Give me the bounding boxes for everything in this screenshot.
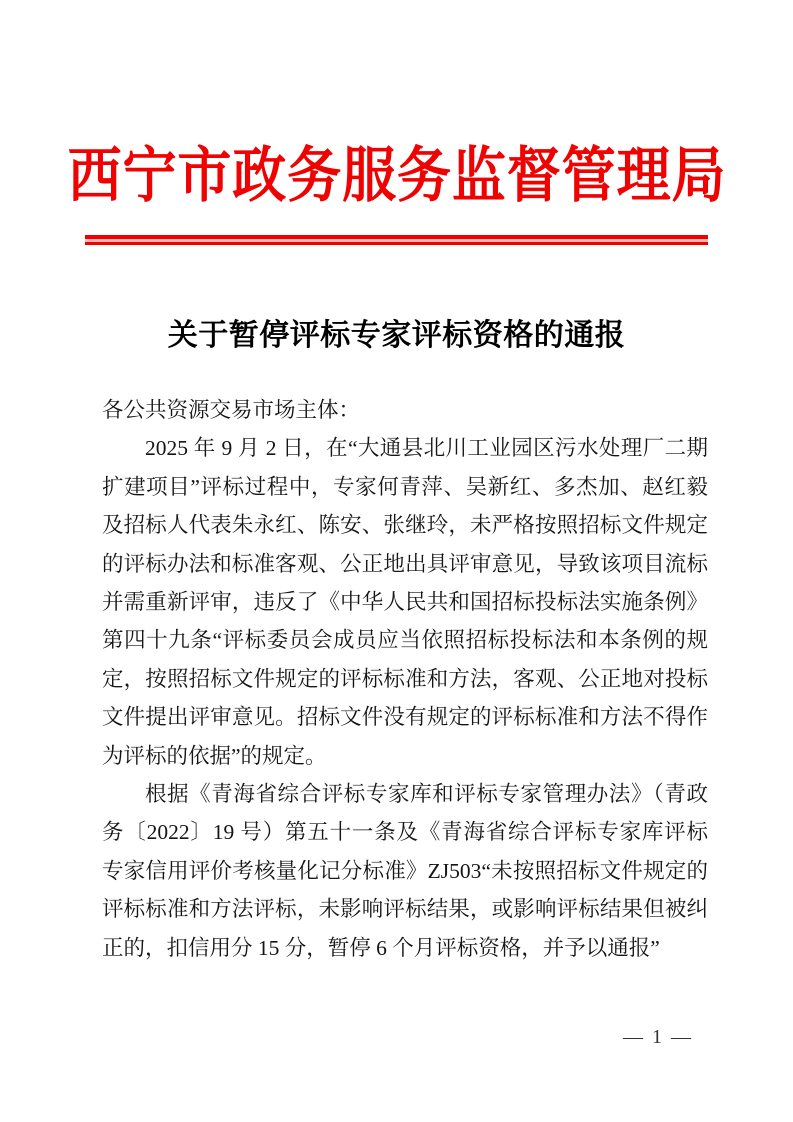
body-paragraph-1: 2025 年 9 月 2 日，在“大通县北川工业园区污水处理厂二期扩建项目”评标过程中，专家何青萍、吴新红、多杰加、赵红毅及招标人代表朱永红、陈安、张继玲，未严格按照招标文件规定的评标办法和标准客观、公正地出具评审意见，导致该项目流标并需重新评审，违反了《中华人民共和国招标投标法实施条例》第四十九条“评标委员会成员应当依照招标投标法和本条例的规定，按照招标文件规定的评标标准和方法，客观、公正地对投标文件提出评审意见。招标文件没有规定的评标标准和方法不得作为评标的依据”的规定。 bbox=[102, 436, 708, 768]
document-body bbox=[102, 391, 708, 967]
body-paragraph-2: 根据《青海省综合评标专家库和评标专家管理办法》（青政务〔2022〕19 号）第五十一条及《青海省综合评标专家库评标专家信用评价考核量化记分标准》ZJ503“未按照招标文件规定的评标标准和方法评标，未影响评标结果，或影响评标结果但被纠正的，扣信用分 15 分，暂停 6 个月评标资格，并予以通报” bbox=[102, 782, 708, 960]
letterhead-divider bbox=[85, 235, 708, 245]
page-number: — 1 — bbox=[623, 1026, 693, 1048]
agency-name: 西宁市政务服务监督管理局 bbox=[67, 143, 726, 209]
letterhead bbox=[0, 140, 793, 212]
document-title: 关于暂停评标专家评标资格的通报 bbox=[167, 319, 626, 352]
salutation: 各公共资源交易市场主体： bbox=[102, 398, 361, 422]
